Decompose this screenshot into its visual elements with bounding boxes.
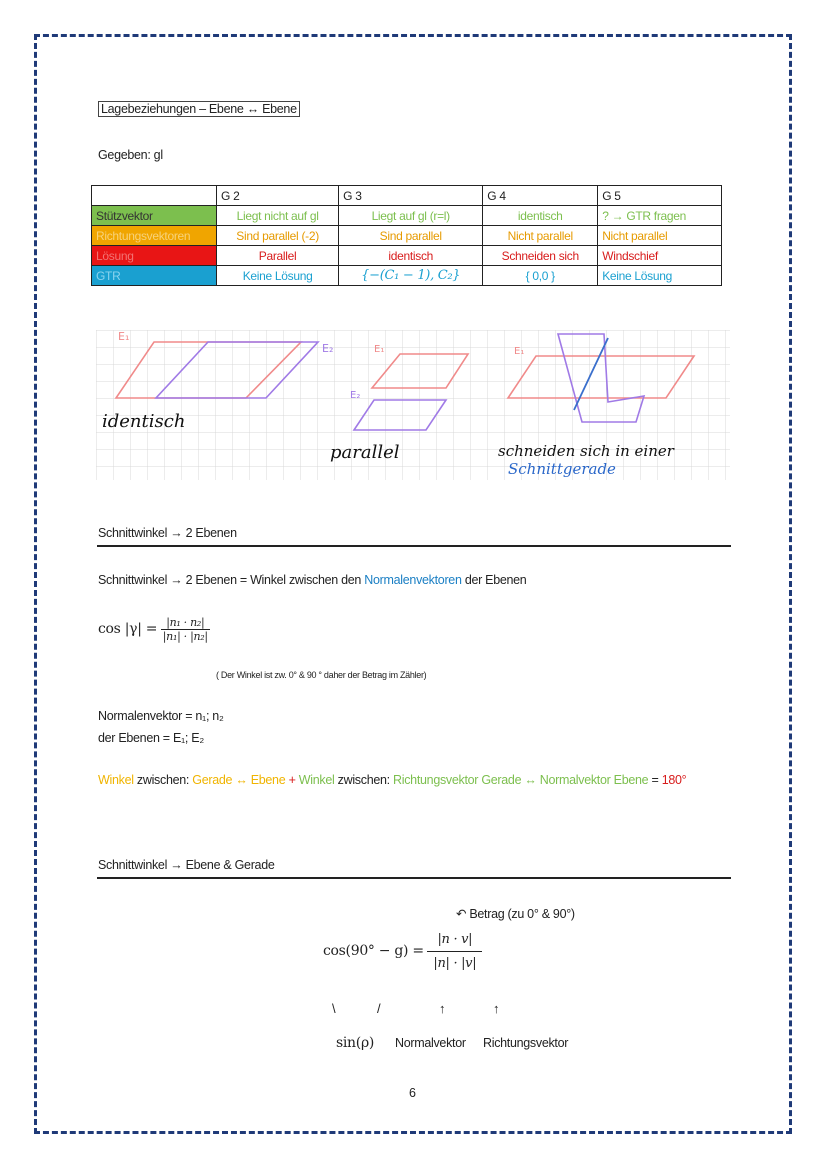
rule-gerade-ebene: Gerade ↔ Ebene (192, 773, 286, 787)
caption-schneiden: schneiden sich in einer (498, 442, 674, 460)
sketch-label-e1: E₁ (118, 330, 130, 343)
table-row-gtr (92, 266, 722, 286)
planes-sketch (96, 330, 730, 480)
table-cell: Keine Lösung (217, 266, 339, 286)
formula-denominator: |n| · |v| (433, 956, 477, 971)
rule-richtungsvektor: Richtungsvektor Gerade ↔ Normalvektor Ebene (393, 773, 649, 787)
page-number: 6 (409, 1086, 416, 1100)
table-corner (92, 186, 217, 206)
rule-winkel-1: Winkel (98, 773, 134, 787)
arrow-backslash: \ (332, 1001, 336, 1016)
rule-plus: + (288, 773, 296, 787)
table-cell: identisch (339, 246, 483, 266)
formula-lhs: cos(90° − g) = (323, 943, 424, 960)
label-richtungsvektor: Richtungsvektor (483, 1036, 569, 1050)
section-title-schnittwinkel-gerade: Schnittwinkel → Ebene & Gerade (98, 858, 275, 872)
table-cell: Sind parallel (-2) (217, 226, 339, 246)
table-header-g4: G 4 (483, 186, 598, 206)
row-label-stuetzvektor: Stützvektor (92, 206, 217, 226)
section-title-lagebeziehungen: Lagebeziehungen – Ebene ↔ Ebene (98, 101, 300, 117)
rule-winkel-2: Winkel (298, 773, 335, 787)
definition-suffix: der Ebenen (464, 573, 527, 587)
caption-schnittgerade: Schnittgerade (508, 460, 616, 478)
table-cell: identisch (483, 206, 598, 226)
table-cell: Nicht parallel (483, 226, 598, 246)
sketch-label-e1: E₁ (514, 346, 525, 357)
table-header-g5: G 5 (598, 186, 722, 206)
table-cell: Windschief (598, 246, 722, 266)
table-cell: Schneiden sich (483, 246, 598, 266)
section-divider (97, 545, 731, 547)
normalenvektor-line: Normalenvektor = n₁; n₂ (98, 709, 224, 723)
sketch-label-e2: E₂ (350, 390, 361, 401)
table-cell: Nicht parallel (598, 226, 722, 246)
caption-identisch: identisch (102, 411, 186, 432)
definition-highlight: Normalenvektoren (364, 573, 462, 587)
arrow-up-normal: ↑ (439, 1001, 446, 1016)
formula-lhs: cos |γ| = (98, 621, 158, 638)
table-cell: Keine Lösung (598, 266, 722, 286)
label-sin: sin(ρ) (336, 1035, 375, 1051)
rule-result: 180° (661, 773, 687, 787)
sketch-label-e2: E₂ (322, 342, 334, 355)
table-header-g3: G 3 (339, 186, 483, 206)
row-label-loesung: Lösung (92, 246, 217, 266)
table-row-loesung (92, 246, 722, 266)
formula-fraction (427, 928, 482, 975)
formula-numerator: |n₁ · n₂| (161, 616, 210, 630)
rule-zwischen-2: zwischen: (337, 773, 390, 787)
definition-line (98, 573, 526, 587)
ebenen-line: der Ebenen = E₁; E₂ (98, 731, 204, 745)
table-cell: Liegt nicht auf gl (217, 206, 339, 226)
label-normalvektor: Normalvektor (395, 1036, 466, 1050)
formula-gerade (323, 928, 482, 975)
winkel-rule-line (98, 773, 686, 787)
caption-parallel: parallel (330, 442, 400, 463)
table-cell: Liegt auf gl (r=l) (339, 206, 483, 226)
section-title-schnittwinkel-ebenen: Schnittwinkel → 2 Ebenen (98, 526, 237, 540)
rule-eq: = (651, 773, 659, 787)
definition-prefix: Schnittwinkel → 2 Ebenen = Winkel zwischen den (98, 573, 362, 587)
table-cell: { 0,0 } (483, 266, 598, 286)
table-row-stuetzvektor (92, 206, 722, 226)
formula-note: ( Der Winkel ist zw. 0° & 90 ° daher der Betrag im Zähler) (216, 670, 427, 680)
table-cell: Sind parallel (339, 226, 483, 246)
formula-ebenen (98, 616, 210, 643)
row-label-gtr: GTR (92, 266, 217, 286)
betrag-note: ↶ Betrag (zu 0° & 90°) (456, 907, 575, 921)
given-text: Gegeben: gl (98, 148, 163, 162)
section-divider (97, 877, 731, 879)
rule-zwischen-1: zwischen: (136, 773, 190, 787)
arrow-slash: / (377, 1001, 381, 1016)
arrow-up-richtung: ↑ (493, 1001, 500, 1016)
table-cell: Parallel (217, 246, 339, 266)
table-cell: ? → GTR fragen (598, 206, 722, 226)
formula-fraction (161, 616, 210, 643)
lage-table (91, 185, 722, 286)
formula-numerator: |n · v| (427, 928, 482, 952)
table-header-row (92, 186, 722, 206)
row-label-richtungsvektoren: Richtungsvektoren (92, 226, 217, 246)
table-cell: {−(C₁ − 1), C₂} (339, 266, 483, 286)
table-row-richtungsvektoren (92, 226, 722, 246)
formula-denominator: |n₁| · |n₂| (162, 630, 208, 643)
table-header-g2: G 2 (217, 186, 339, 206)
sketch-label-e1: E₁ (374, 344, 385, 355)
